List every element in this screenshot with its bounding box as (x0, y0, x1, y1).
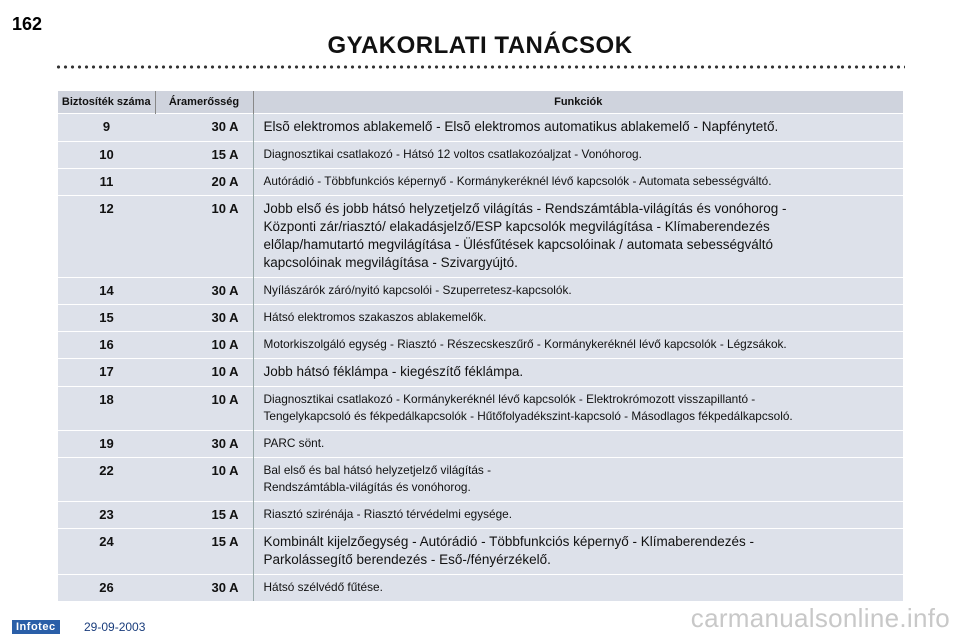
fuse-number: 19 (58, 431, 155, 458)
table-row (58, 431, 903, 458)
infotec-logo: Infotec (12, 620, 60, 634)
fuse-functions (253, 114, 903, 142)
fuse-amperage: 10 A (155, 359, 253, 387)
fuse-functions (253, 278, 903, 305)
fuse-functions (253, 332, 903, 359)
fuse-number: 10 (58, 142, 155, 169)
fuse-amperage: 10 A (155, 387, 253, 431)
fuse-functions (253, 305, 903, 332)
fuse-functions (253, 431, 903, 458)
fuse-functions (253, 196, 903, 278)
fuse-number: 24 (58, 529, 155, 575)
function-line: Hátsó szélvédő fűtése. (263, 580, 383, 594)
fuse-table (58, 91, 903, 601)
function-line: Elsõ elektromos ablakemelő - Elsõ elektromos automatikus ablakemelő - Napfénytető. (263, 119, 779, 134)
header-fuse-number: Biztosíték száma (58, 91, 155, 114)
fuse-number: 17 (58, 359, 155, 387)
function-line: Parkolássegítő berendezés - Eső-/fényérzékelő. (263, 552, 551, 567)
page-title: GYAKORLATI TANÁCSOK (327, 32, 633, 59)
fuse-number: 26 (58, 575, 155, 602)
function-line: Riasztó szirénája - Riasztó térvédelmi egysége. (263, 507, 512, 521)
fuse-amperage: 30 A (155, 114, 253, 142)
function-line: Nyílászárók záró/nyitó kapcsolói - Szuperretesz-kapcsolók. (263, 283, 572, 297)
fuse-number: 23 (58, 502, 155, 529)
header-functions: Funkciók (253, 91, 903, 114)
fuse-amperage: 30 A (155, 431, 253, 458)
fuse-amperage: 10 A (155, 458, 253, 502)
fuse-functions (253, 575, 903, 602)
function-line: Jobb első és jobb hátsó helyzetjelző világítás - Rendszámtábla-világítás és vonóhorog - (263, 201, 787, 216)
function-line: Tengelykapcsoló és fékpedálkapcsolók - Hűtőfolyadékszint-kapcsoló - Másodlagos fékpedálkapcsoló. (263, 409, 793, 423)
table-row (58, 196, 903, 278)
fuse-functions (253, 169, 903, 196)
fuse-number: 15 (58, 305, 155, 332)
fuse-amperage: 10 A (155, 196, 253, 278)
fuse-number: 14 (58, 278, 155, 305)
fuse-functions (253, 458, 903, 502)
watermark: carmanualsonline.info (690, 603, 950, 633)
table-row (58, 114, 903, 142)
function-line: Kombinált kijelzőegység - Autórádió - Többfunkciós képernyő - Klímaberendezés - (263, 534, 755, 549)
fuse-amperage: 15 A (155, 529, 253, 575)
function-line: Rendszámtábla-világítás és vonóhorog. (263, 480, 471, 494)
table-row (58, 305, 903, 332)
table-row (58, 142, 903, 169)
function-line: Diagnosztikai csatlakozó - Hátsó 12 voltos csatlakozóaljzat - Vonóhorog. (263, 147, 642, 161)
function-line: Jobb hátsó féklámpa - kiegészítő féklámpa. (263, 364, 524, 379)
fuse-number: 11 (58, 169, 155, 196)
fuse-amperage: 30 A (155, 305, 253, 332)
function-line: Motorkiszolgáló egység - Riasztó - Részecskeszűrő - Kormánykeréknél lévő kapcsolók - Légzsákok. (263, 337, 787, 351)
table-row (58, 387, 903, 431)
table-row (58, 575, 903, 602)
function-line: PARC sönt. (263, 436, 325, 450)
fuse-amperage: 20 A (155, 169, 253, 196)
table-row (58, 458, 903, 502)
fuse-functions (253, 142, 903, 169)
fuse-amperage: 15 A (155, 502, 253, 529)
function-line: Diagnosztikai csatlakozó - Kormánykeréknél lévő kapcsolók - Elektrokrómozott visszapillantó - (263, 392, 756, 406)
function-line: Hátsó elektromos szakaszos ablakemelők. (263, 310, 487, 324)
table-row (58, 169, 903, 196)
header-amperage: Áramerősség (155, 91, 253, 114)
fuse-table-body (58, 114, 903, 602)
page-number: 162 (12, 14, 43, 34)
table-row (58, 332, 903, 359)
fuse-amperage: 15 A (155, 142, 253, 169)
fuse-functions (253, 359, 903, 387)
fuse-number: 12 (58, 196, 155, 278)
function-line: kapcsolóinak megvilágítása - Szivargyújtó. (263, 255, 518, 270)
table-row (58, 529, 903, 575)
table-row (58, 359, 903, 387)
fuse-amperage: 30 A (155, 575, 253, 602)
fuse-functions (253, 387, 903, 431)
function-line: Központi zár/riasztó/ elakadásjelző/ESP kapcsolók megvilágítása - Klímaberendezés (263, 219, 770, 234)
fuse-number: 9 (58, 114, 155, 142)
fuse-number: 16 (58, 332, 155, 359)
function-line: Autórádió - Többfunkciós képernyő - Kormánykeréknél lévő kapcsolók - Automata sebességváltó. (263, 174, 772, 188)
function-line: Bal első és bal hátsó helyzetjelző világítás - (263, 463, 492, 477)
fuse-amperage: 30 A (155, 278, 253, 305)
table-row (58, 502, 903, 529)
dotted-divider (55, 64, 905, 70)
fuse-amperage: 10 A (155, 332, 253, 359)
function-line: előlap/hamutartó megvilágítása - Ülésfűtések kapcsolóinak / automata sebességváltó (263, 237, 774, 252)
fuse-number: 18 (58, 387, 155, 431)
table-row (58, 278, 903, 305)
fuse-number: 22 (58, 458, 155, 502)
footer-date: 29-09-2003 (84, 620, 146, 634)
fuse-functions (253, 502, 903, 529)
table-header-row (58, 91, 903, 114)
fuse-functions (253, 529, 903, 575)
